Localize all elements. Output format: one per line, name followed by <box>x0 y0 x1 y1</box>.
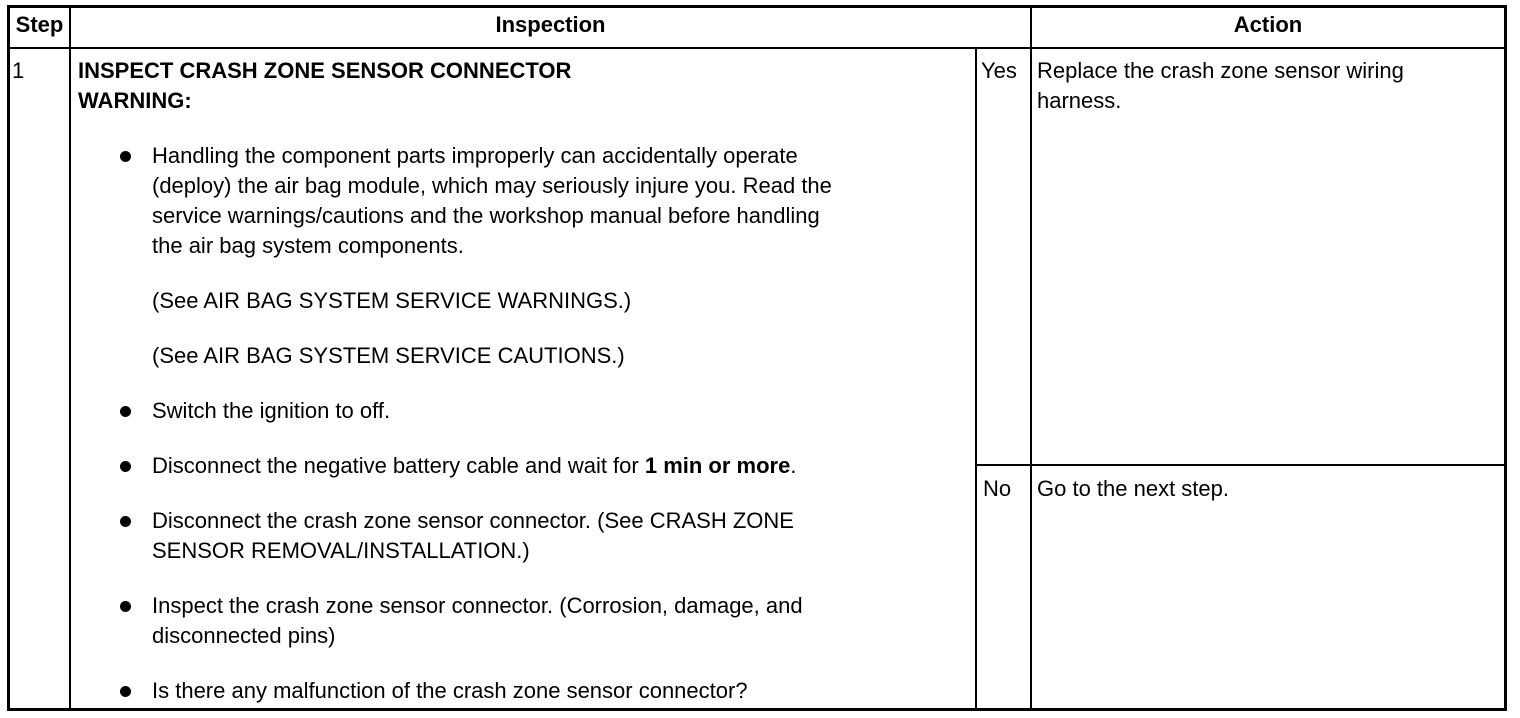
warning-text-line: service warnings/cautions and the workshop manual before handling <box>152 203 820 228</box>
see-warnings-reference: (See AIR BAG SYSTEM SERVICE WARNINGS.) <box>152 288 632 313</box>
header-step: Step <box>15 12 64 37</box>
warning-text-line: the air bag system components. <box>152 233 464 258</box>
no-action: Go to the next step. <box>1037 476 1230 501</box>
bullet-icon <box>120 686 131 697</box>
warning-label: WARNING: <box>78 88 192 113</box>
see-cautions-reference: (See AIR BAG SYSTEM SERVICE CAUTIONS.) <box>152 343 625 368</box>
step-instruction-disconnect: SENSOR REMOVAL/INSTALLATION.) <box>152 538 530 563</box>
header-inspection: Inspection <box>495 12 606 37</box>
warning-text-line: Handling the component parts improperly can accidentally operate <box>152 143 798 168</box>
bullet-icon <box>120 461 131 472</box>
yes-action: Replace the crash zone sensor wiring <box>1037 58 1404 83</box>
header-action: Action <box>1233 12 1303 37</box>
battery-text: Disconnect the negative battery cable and wait for <box>152 453 645 478</box>
bullet-icon <box>120 406 131 417</box>
header-divider <box>7 47 1507 49</box>
step-column-divider <box>69 5 71 711</box>
step-question: Is there any malfunction of the crash zone sensor connector? <box>152 678 748 703</box>
inspection-title: INSPECT CRASH ZONE SENSOR CONNECTOR <box>78 58 572 83</box>
yes-no-divider <box>975 464 1507 466</box>
bullet-icon <box>120 601 131 612</box>
warning-text-line: (deploy) the air bag module, which may seriously injure you. Read the <box>152 173 832 198</box>
yes-label: Yes <box>981 58 1017 83</box>
action-column-divider <box>1030 5 1032 711</box>
step-instruction-disconnect: Disconnect the crash zone sensor connector. (See CRASH ZONE <box>152 508 794 533</box>
battery-text-end: . <box>790 453 797 478</box>
step-instruction-battery <box>152 451 796 481</box>
bullet-icon <box>120 151 131 162</box>
battery-wait-time: 1 min or more <box>644 453 791 478</box>
step-number: 1 <box>12 58 25 83</box>
yes-no-column-divider <box>975 47 977 711</box>
step-instruction-ignition: Switch the ignition to off. <box>152 398 391 423</box>
step-instruction-inspect: Inspect the crash zone sensor connector. (Corrosion, damage, and <box>152 593 803 618</box>
yes-action: harness. <box>1037 88 1122 113</box>
step-instruction-inspect: disconnected pins) <box>152 623 336 648</box>
bullet-icon <box>120 516 131 527</box>
no-label: No <box>983 476 1012 501</box>
